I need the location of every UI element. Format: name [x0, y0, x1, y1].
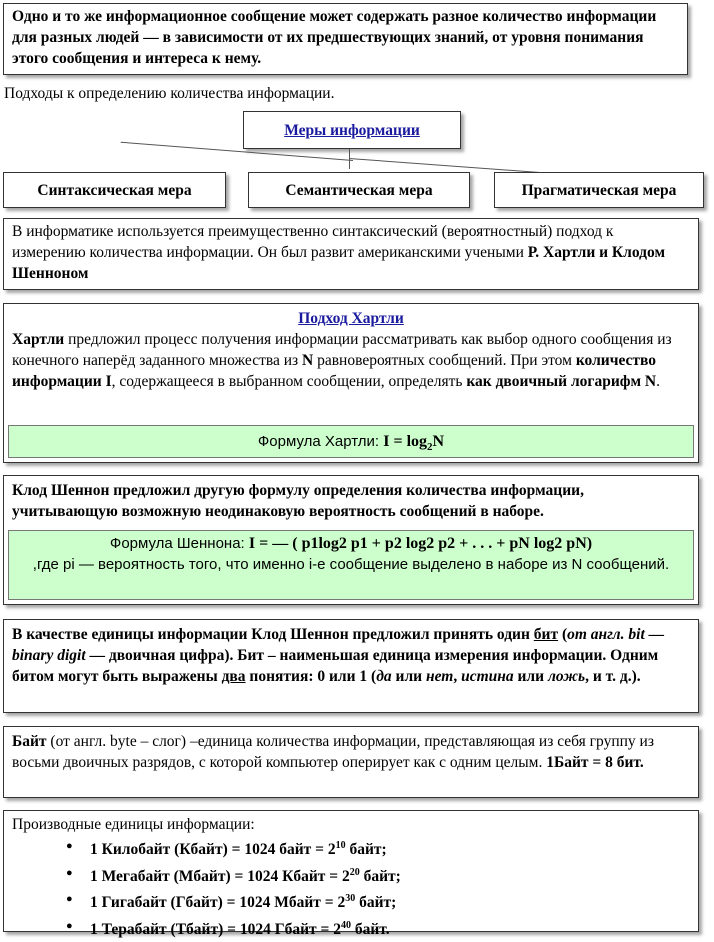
bit-lie: ложь [547, 668, 586, 685]
derived-list [12, 835, 690, 942]
bit-text-7: , [453, 668, 462, 685]
hartley-formula-end: N [432, 433, 445, 450]
byte-text: (от англ. byte – слог) –единица количества информации, представляющая из себя группу из восьми двоичных разрядов, с которой компьютер оперирует как с одним целым. [12, 733, 654, 771]
byte-box [3, 726, 699, 798]
semantic-measure-box [248, 172, 470, 208]
bit-italic-1: от англ. bit — binary digit [12, 626, 665, 664]
informatics-text: В информатике используется преимущественно синтаксический (вероятностный) подход к измерению количества информации. Он был развит американскими учеными [12, 223, 614, 261]
shannon-text: Клод Шеннон предложил другую формулу определения количества информации, учитывающую возможную неодинаковую вероятность сообщений в наборе. [12, 482, 584, 520]
hartley-n: N [302, 352, 314, 369]
bit-text-1: В качестве единицы информации Клод Шеннон предложил принять один [12, 626, 534, 643]
hartley-title: Подход Хартли [298, 310, 404, 327]
hartley-bold-2: как двоичный логарифм N [466, 373, 657, 390]
hartley-text-2: равновероятных сообщений. При этом [313, 352, 576, 369]
measures-title: Меры информации [284, 122, 420, 139]
shannon-formula: I = — ( p1log2 p1 + p2 log2 p2 + . . . + pN log2 pN) [248, 535, 593, 552]
derived-box [3, 810, 699, 939]
bit-box [3, 619, 699, 713]
hartley-name: Хартли [12, 331, 65, 348]
derived-item: ● 1 Мегабайт (Мбайт) = 1024 Кбайт = $2^{20}$ байт; [12, 862, 690, 889]
hartley-box [3, 303, 699, 463]
hartley-text-4: . [656, 373, 660, 390]
shannon-formula-note: ,где pi — вероятность того, что именно i-е сообщение выделено в наборе из N сообщений. [32, 556, 670, 573]
hartley-formula: I = log [383, 433, 428, 450]
bit-truth: истина [461, 668, 514, 685]
byte-word: Байт [12, 733, 47, 750]
bit-bold: Бит [237, 647, 265, 664]
hartley-paragraph [12, 329, 690, 392]
syntactic-measure-box [3, 172, 226, 208]
hartley-bold-1: количество информации I [12, 352, 657, 390]
informatics-names: Р. Хартли и Клодом Шенноном [12, 244, 666, 282]
intro-text: Одно и то же информационное сообщение может содержать разное количество информации для разных людей — в зависимости от их предшествующих знаний, от уровня понимания этого сообщения и интереса к нему. [12, 8, 657, 67]
semantic-measure: Семантическая мера [285, 182, 433, 199]
bit-text-4: – наименьшая единица измерения информации. Одним битом могут быть выражены [12, 647, 659, 685]
shannon-box [3, 475, 699, 605]
hartley-formula-box [8, 425, 694, 458]
approaches-label: Подходы к определению количества информации. [4, 85, 335, 102]
bit-text-2: ( [558, 626, 568, 643]
derived-item: ● 1 Килобайт (Кбайт) = 1024 байт = $2^{10}$ байт; [12, 835, 690, 862]
derived-title: Производные единицы информации: [12, 816, 255, 833]
bit-no: нет [425, 668, 454, 685]
hartley-text-1: предложил процесс получения информации рассматривать как выбор одного сообщения из конечного наперёд заданного множества из [12, 331, 672, 369]
byte-equation: 1Байт = 8 бит. [546, 754, 644, 771]
shannon-formula-box [8, 530, 694, 600]
intro-box [3, 3, 688, 75]
derived-item: ● 1 Терабайт (Тбайт) = 1024 Гбайт = $2^{40}$ байт. [12, 915, 690, 942]
hartley-formula-sub: 2 [427, 441, 433, 454]
derived-item: ● 1 Гигабайт (Гбайт) = 1024 Мбайт = $2^{30}$ байт; [12, 888, 690, 915]
measures-title-box [243, 111, 461, 149]
pragmatic-measure-box [494, 172, 704, 208]
syntactic-measure: Синтаксическая мера [37, 182, 192, 199]
hartley-text-3: , содержащееся в выбранном сообщении, определять [111, 373, 467, 390]
bit-text-6: или [391, 668, 426, 685]
bit-text-5: понятия: 0 или 1 ( [245, 668, 377, 685]
bit-text-8: или [513, 668, 548, 685]
bit-two: два [221, 668, 246, 685]
pragmatic-measure: Прагматическая мера [521, 182, 677, 199]
bit-text-3: — двоичная цифра). [85, 647, 238, 664]
shannon-formula-label: Формула Шеннона: [109, 535, 249, 552]
bit-word: бит [533, 626, 559, 643]
bit-yes: да [376, 668, 392, 685]
bit-text-9: , и т. д.). [585, 668, 641, 685]
hartley-formula-label: Формула Хартли: [257, 433, 384, 450]
informatics-box [3, 218, 699, 290]
